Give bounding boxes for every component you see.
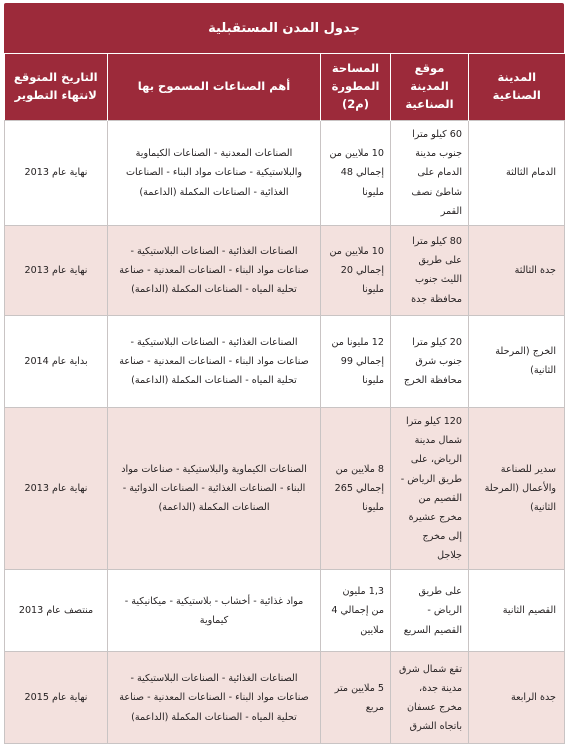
cell-industries: مواد غذائية - أخشاب - بلاستيكية - ميكانيكية - كيماوية [108, 570, 321, 652]
table-row [5, 225, 565, 315]
cell-industries: الصناعات الكيماوية والبلاستيكية - صناعات مواد البناء - الصناعات الغذائية - الصناعات الدوائية - الصناعات المكملة (الداعمة) [108, 407, 321, 570]
cell-city: القصيم الثانية [469, 570, 565, 652]
header-location: موقع المدينة الصناعية [391, 54, 469, 121]
cell-date: نهاية عام 2013 [5, 225, 108, 315]
header-industries: أهم الصناعات المسموح بها [108, 54, 321, 121]
cities-table-container [4, 3, 564, 744]
future-cities-table [4, 53, 565, 744]
header-row [5, 54, 565, 121]
cell-city: الخرج (المرحلة الثانية) [469, 315, 565, 407]
cell-date: بداية عام 2014 [5, 315, 108, 407]
cell-industries: الصناعات الغذائية - الصناعات البلاستيكية - صناعات مواد البناء - الصناعات المعدنية - صناعة تحلية المياه - الصناعات المكملة (الداعمة) [108, 652, 321, 744]
table-row [5, 570, 565, 652]
table-row [5, 121, 565, 226]
header-date: التاريخ المتوقع لانتهاء التطوير [5, 54, 108, 121]
header-area: المساحة المطورة (م2) [321, 54, 391, 121]
cell-date: نهاية عام 2015 [5, 652, 108, 744]
cell-city: جدة الرابعة [469, 652, 565, 744]
cell-location: 60 كيلو مترا جنوب مدينة الدمام على شاطئ نصف القمر [391, 121, 469, 226]
cell-city: جدة الثالثة [469, 225, 565, 315]
cell-city: سدير للصناعة والأعمال (المرحلة الثانية) [469, 407, 565, 570]
cell-area: 1,3 مليون من إجمالي 4 ملايين [321, 570, 391, 652]
cell-area: 5 ملايين متر مربع [321, 652, 391, 744]
cell-date: نهاية عام 2013 [5, 121, 108, 226]
cell-industries: الصناعات الغذائية - الصناعات البلاستيكية - صناعات مواد البناء - الصناعات المعدنية - صناعة تحلية المياه - الصناعات المكملة (الداعمة) [108, 315, 321, 407]
cell-location: تقع شمال شرق مدينة جدة، مخرج عسفان باتجاه الشرق [391, 652, 469, 744]
cell-location: 80 كيلو مترا على طريق الليث جنوب محافظة جدة [391, 225, 469, 315]
table-title: جدول المدن المستقبلية [4, 3, 564, 53]
cell-area: 10 ملايين من إجمالي 20 مليونا [321, 225, 391, 315]
cell-industries: الصناعات الغذائية - الصناعات البلاستيكية - صناعات مواد البناء - الصناعات المعدنية - صناعة تحلية المياه - الصناعات المكملة (الداعمة) [108, 225, 321, 315]
table-row [5, 315, 565, 407]
cell-area: 10 ملايين من إجمالي 48 مليونا [321, 121, 391, 226]
cell-location: على طريق الرياض - القصيم السريع [391, 570, 469, 652]
cell-location: 120 كيلو مترا شمال مدينة الرياض، على طريق الرياض - القصيم من مخرج عشيرة إلى مخرج جلاجل [391, 407, 469, 570]
cell-date: نهاية عام 2013 [5, 407, 108, 570]
cell-area: 8 ملايين من إجمالي 265 مليونا [321, 407, 391, 570]
cell-location: 20 كيلو مترا جنوب شرق محافظة الخرج [391, 315, 469, 407]
cell-date: منتصف عام 2013 [5, 570, 108, 652]
cell-industries: الصناعات المعدنية - الصناعات الكيماوية والبلاستيكية - صناعات مواد البناء - الصناعات الغذائية - الصناعات المكملة (الداعمة) [108, 121, 321, 226]
table-row [5, 652, 565, 744]
cell-area: 12 مليونا من إجمالي 99 مليونا [321, 315, 391, 407]
cell-city: الدمام الثالثة [469, 121, 565, 226]
table-row [5, 407, 565, 570]
header-city: المدينة الصناعية [469, 54, 565, 121]
